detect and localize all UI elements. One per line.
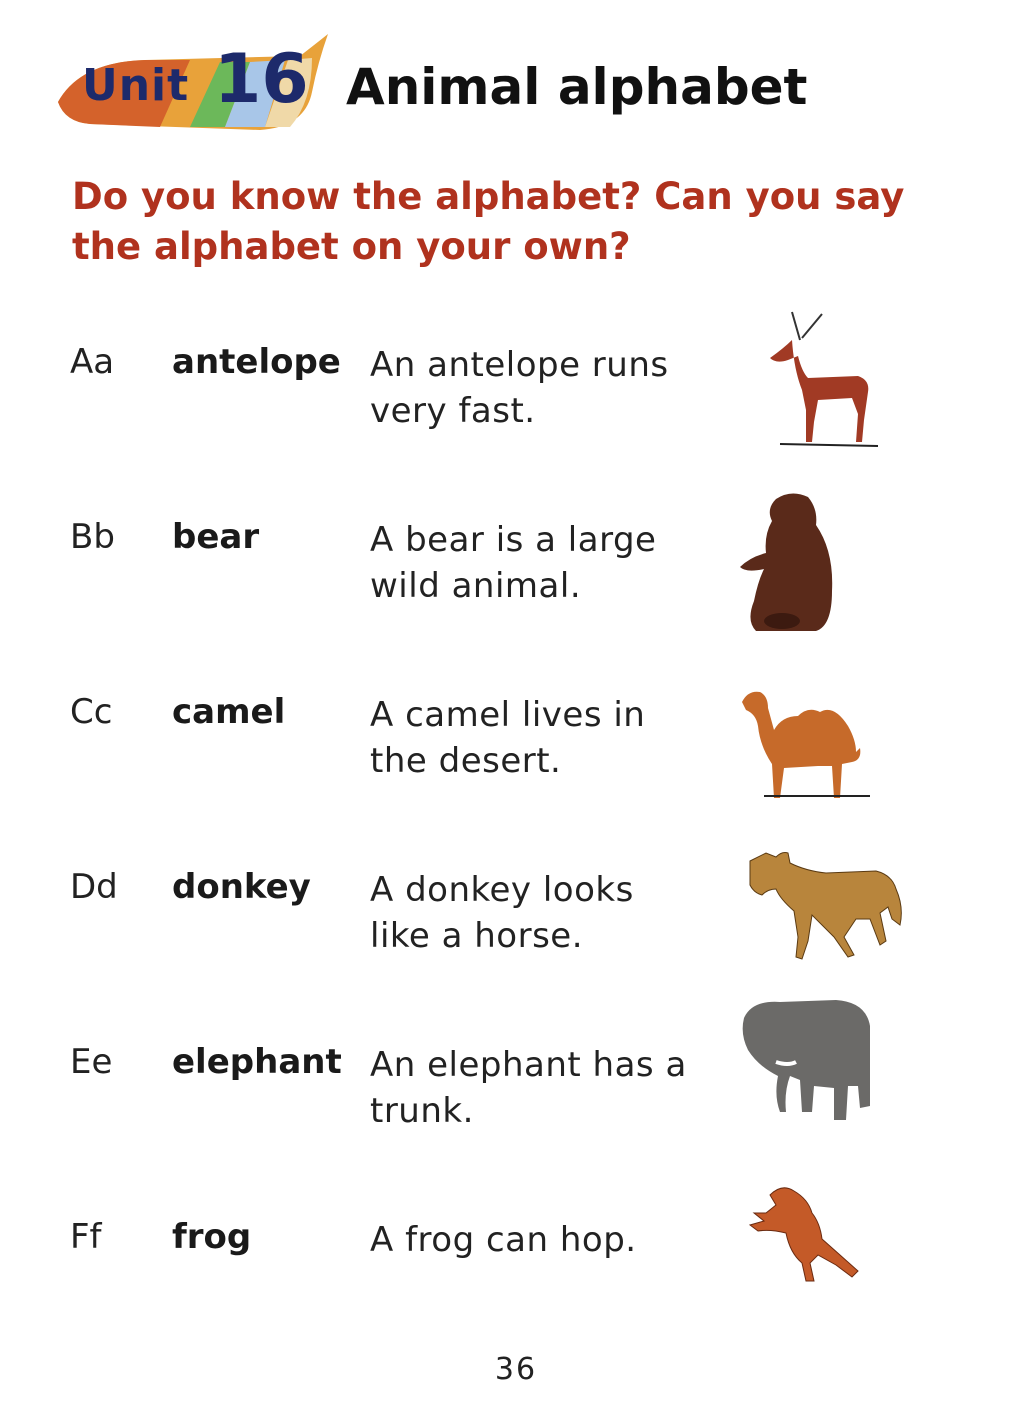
elephant-icon	[738, 996, 878, 1131]
frog-icon	[748, 1183, 868, 1288]
row-sentence: An antelope runs very fast.	[370, 345, 669, 431]
row-letter: Ff	[70, 1217, 102, 1257]
row-sentence: A donkey looks like a horse.	[370, 870, 634, 956]
alphabet-row-c	[0, 692, 1032, 842]
alphabet-row-b	[0, 517, 1032, 667]
donkey-icon	[746, 849, 906, 964]
camel-icon	[738, 686, 873, 804]
page-title: Animal alphabet	[346, 58, 808, 116]
row-letter: Aa	[70, 342, 115, 382]
alphabet-row-a	[0, 342, 1032, 492]
row-letter: Ee	[70, 1042, 113, 1082]
alphabet-row-f	[0, 1217, 1032, 1367]
row-word: bear	[172, 517, 260, 557]
row-word: camel	[172, 692, 286, 732]
row-sentence: A camel lives in the desert.	[370, 695, 646, 781]
row-word: donkey	[172, 867, 311, 907]
alphabet-row-d	[0, 867, 1032, 1017]
page-number: 36	[494, 1352, 538, 1387]
row-word: antelope	[172, 342, 341, 382]
question-prompt: Do you know the alphabet? Can you say the alphabet on your own?	[72, 175, 905, 268]
unit-number: 16	[214, 40, 309, 119]
unit-header	[50, 32, 810, 142]
bear-icon	[736, 491, 846, 636]
antelope-icon	[762, 310, 882, 450]
row-word: frog	[172, 1217, 252, 1257]
alphabet-row-e	[0, 1042, 1032, 1192]
row-letter: Bb	[70, 517, 115, 557]
row-letter: Cc	[70, 692, 113, 732]
row-sentence: An elephant has a trunk.	[370, 1045, 687, 1131]
row-word: elephant	[172, 1042, 342, 1082]
unit-label: Unit	[82, 60, 190, 111]
row-letter: Dd	[70, 867, 118, 907]
row-sentence: A bear is a large wild animal.	[370, 520, 657, 606]
row-sentence: A frog can hop.	[370, 1220, 637, 1260]
